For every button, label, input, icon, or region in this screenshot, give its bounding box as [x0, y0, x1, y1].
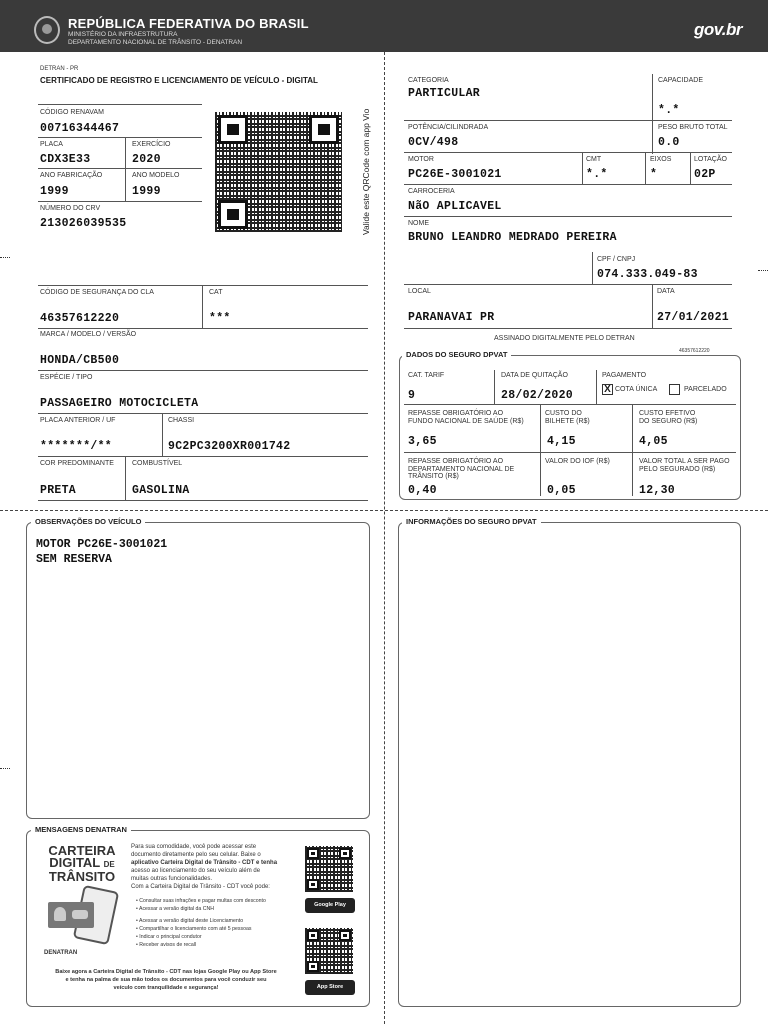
cat-tarif-label: CAT. TARIF: [408, 372, 445, 379]
carroceria-value: NãO APLICAVEL: [408, 200, 502, 213]
custo-efetivo-label: CUSTO EFETIVO DO SEGURO (R$): [639, 410, 698, 425]
denatran-logo: DENATRAN: [44, 950, 78, 956]
eixos-label: EIXOS: [650, 156, 672, 163]
nome-value: BRUNO LEANDRO MEDRADO PEREIRA: [408, 231, 617, 244]
cota-unica-label: COTA ÚNICA: [615, 386, 658, 393]
categoria-value: PARTICULAR: [408, 87, 481, 100]
placa-label: PLACA: [40, 141, 63, 148]
exercicio-label: EXERCÍCIO: [132, 141, 171, 148]
google-play-button[interactable]: Google Play: [305, 898, 355, 913]
repasse-denatran-label: REPASSE OBRIGATÓRIO AO DEPARTAMENTO NACIONAL DE TRÂNSITO (R$): [408, 458, 515, 481]
total-value: 12,30: [639, 484, 676, 497]
qr-caption: Valide este QRCode com app Vio: [361, 108, 371, 235]
potencia-label: POTÊNCIA/CILINDRADA: [408, 124, 489, 131]
fold-mark: [0, 768, 10, 769]
mensagens-title: MENSAGENS DENATRAN: [31, 825, 131, 834]
header-department: DEPARTAMENTO NACIONAL DE TRÂNSITO - DENATRAN: [68, 39, 243, 46]
fold-mark: [0, 257, 10, 258]
custo-efetivo-value: 4,05: [639, 435, 668, 448]
cat-tarif-value: 9: [408, 389, 416, 402]
lotacao-label: LOTAÇÃO: [694, 156, 727, 163]
list-item: • Consultar suas infrações e pagar multas com desconto: [136, 898, 266, 904]
renavam-value: 00716344467: [40, 122, 120, 135]
list-item: • Indicar o principal condutor: [136, 934, 202, 940]
app-store-qr-code: [305, 928, 353, 974]
capacidade-label: CAPACIDADE: [658, 77, 703, 84]
total-label: VALOR TOTAL A SER PAGO PELO SEGURADO (R$): [639, 458, 730, 473]
crv-value: 213026039535: [40, 217, 127, 230]
list-item: • Acessar a versão digital da CNH: [136, 906, 214, 912]
chassi-label: CHASSI: [168, 417, 195, 424]
signature-code: 46357612220: [679, 348, 710, 354]
cat-label: CAT: [209, 289, 223, 296]
quitacao-value: 28/02/2020: [501, 389, 574, 402]
eixos-value: *: [650, 168, 658, 181]
cmt-value: *.*: [586, 168, 608, 181]
app-store-button[interactable]: App Store: [305, 980, 355, 995]
peso-value: 0.0: [658, 136, 680, 149]
govbr-logo: gov.br: [693, 20, 742, 39]
info-dpvat-box: [398, 522, 741, 1007]
data-value: 27/01/2021: [657, 311, 730, 324]
header-title: REPÚBLICA FEDERATIVA DO BRASIL: [68, 16, 309, 31]
custo-bilhete-value: 4,15: [547, 435, 576, 448]
cut-line-vertical: [384, 52, 385, 1024]
peso-label: PESO BRUTO TOTAL: [658, 124, 728, 131]
cor-value: PRETA: [40, 484, 77, 497]
pagamento-label: PAGAMENTO: [602, 372, 647, 379]
capacidade-value: *.*: [658, 104, 680, 117]
cdt-features-list: [136, 897, 296, 949]
especie-value: PASSAGEIRO MOTOCICLETA: [40, 397, 199, 410]
google-play-qr-code: [305, 846, 353, 892]
cut-line-horizontal: [0, 510, 768, 511]
cpf-label: CPF / CNPJ: [597, 256, 636, 263]
repasse-denatran-value: 0,40: [408, 484, 437, 497]
cor-label: COR PREDOMINANTE: [40, 460, 114, 467]
repasse-fns-value: 3,65: [408, 435, 437, 448]
iof-label: VALOR DO IOF (R$): [545, 458, 610, 465]
ano-modelo-label: ANO MODELO: [132, 172, 180, 179]
custo-bilhete-label: CUSTO DO BILHETE (R$): [545, 410, 590, 425]
ano-modelo-value: 1999: [132, 185, 161, 198]
placa-value: CDX3E33: [40, 153, 91, 166]
chassi-value: 9C2PC3200XR001742: [168, 440, 291, 453]
observacoes-text: MOTOR PC26E-3001021 SEM RESERVA: [36, 538, 168, 566]
header-ministry: MINISTÉRIO DA INFRAESTRUTURA: [68, 31, 178, 38]
ano-fabricacao-label: ANO FABRICAÇÃO: [40, 172, 103, 179]
issuer: DETRAN - PR: [40, 66, 79, 72]
dpvat-title: DADOS DO SEGURO DPVAT: [402, 350, 511, 359]
combustivel-label: COMBUSTÍVEL: [132, 460, 183, 467]
cpf-value: 074.333.049-83: [597, 268, 698, 281]
cdt-description: Para sua comodidade, você pode acessar este documento diretamente pelo seu celular. Baixe o aplicativo Carteira Digital de Trânsito - CDT e tenha acesso ao licenciamento do seu veículo além de muitas outras funcionalidades. Com a Carteira Digital de Trânsito - CDT você pode:: [131, 844, 278, 890]
local-value: PARANAVAI PR: [408, 311, 495, 324]
document-title: CERTIFICADO DE REGISTRO E LICENCIAMENTO DE VEÍCULO - DIGITAL: [40, 76, 318, 85]
data-label: DATA: [657, 288, 675, 295]
lotacao-value: 02P: [694, 168, 716, 181]
quitacao-label: DATA DE QUITAÇÃO: [501, 372, 568, 379]
nome-label: NOME: [408, 220, 429, 227]
marca-label: MARCA / MODELO / VERSÃO: [40, 331, 137, 338]
cdt-logo-text: CARTEIRA DIGITAL DE TRÂNSITO: [48, 843, 116, 884]
observacoes-title: OBSERVAÇÕES DO VEÍCULO: [31, 517, 145, 526]
motor-value: PC26E-3001021: [408, 168, 502, 181]
marca-value: HONDA/CB500: [40, 354, 120, 367]
motor-label: MOTOR: [408, 156, 434, 163]
list-item: • Compartilhar o licenciamento com até 5 pessoas: [136, 926, 252, 932]
list-item: • Acessar a versão digital deste Licenciamento: [136, 918, 244, 924]
cat-value: ***: [209, 312, 231, 325]
cota-unica-checkbox: X: [602, 384, 613, 395]
ano-fabricacao-value: 1999: [40, 185, 69, 198]
combustivel-value: GASOLINA: [132, 484, 190, 497]
potencia-value: 0CV/498: [408, 136, 459, 149]
crv-label: NÚMERO DO CRV: [40, 205, 101, 212]
cdt-footer: Baixe agora a Carteira Digital de Trânsito - CDT nas lojas Google Play ou App Store e tenha na palma de sua mão todos os documentos para você conduzir seu veículo com tranquilidade e segurança!: [55, 969, 277, 991]
cdt-phone-illustration: [48, 888, 118, 943]
iof-value: 0,05: [547, 484, 576, 497]
cla-label: CÓDIGO DE SEGURANÇA DO CLA: [40, 289, 154, 296]
cla-value: 46357612220: [40, 312, 120, 325]
info-dpvat-title: INFORMAÇÕES DO SEGURO DPVAT: [402, 517, 541, 526]
placa-anterior-value: *******/**: [40, 440, 113, 453]
header-bar: [0, 0, 768, 52]
local-label: LOCAL: [408, 288, 431, 295]
renavam-label: CÓDIGO RENAVAM: [40, 109, 104, 116]
exercicio-value: 2020: [132, 153, 161, 166]
placa-anterior-label: PLACA ANTERIOR / UF: [40, 417, 116, 424]
repasse-fns-label: REPASSE OBRIGATÓRIO AO FUNDO NACIONAL DE SAÚDE (R$): [408, 410, 524, 425]
brasao-icon: [34, 16, 60, 44]
fold-mark: [758, 270, 768, 271]
list-item: • Receber avisos de recall: [136, 942, 197, 948]
parcelado-label: PARCELADO: [684, 386, 727, 393]
cmt-label: CMT: [586, 156, 602, 163]
qr-code: [215, 112, 342, 232]
assinado-text: ASSINADO DIGITALMENTE PELO DETRAN: [494, 335, 635, 342]
carroceria-label: CARROCERIA: [408, 188, 455, 195]
especie-label: ESPÉCIE / TIPO: [40, 374, 93, 381]
categoria-label: CATEGORIA: [408, 77, 449, 84]
parcelado-checkbox: [669, 384, 680, 395]
